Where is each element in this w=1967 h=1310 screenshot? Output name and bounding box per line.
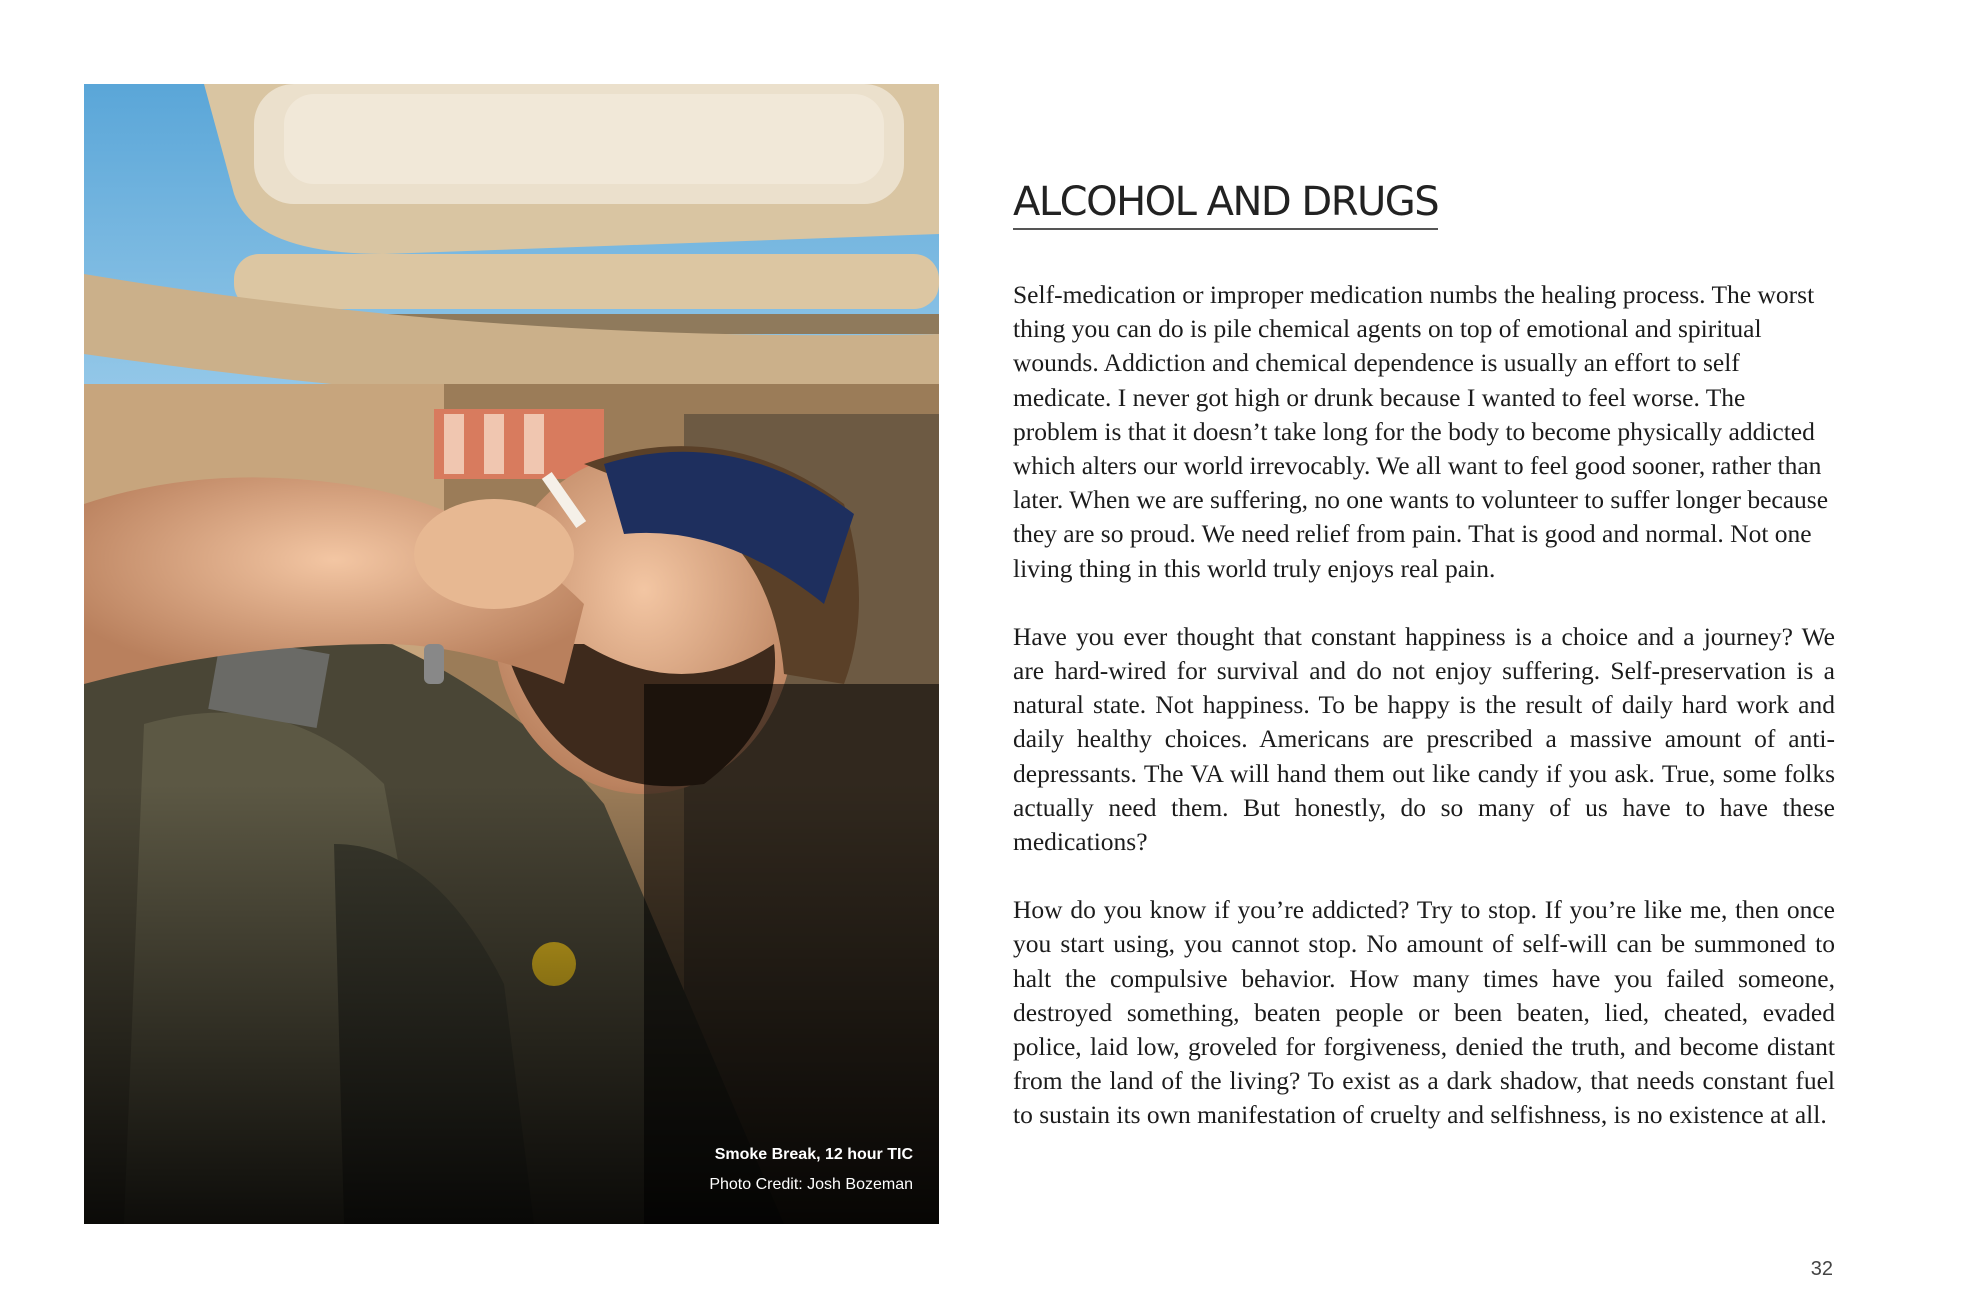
paragraph-1: Self-medication or improper medication numbs the healing process. The worst thing you can do is pile chemical agents on top of emotional and spiritual wounds. Addiction and chemical dependence is usually an effort to self medicate. I never got high or drunk because I wanted to feel worse. The problem is that it doesn’t take long for the body to become physically addicted which alters our world irrevocably. We all want to feel good sooner, rather than later. When we are suffering, no one wants to volunteer to suffer longer because they are so proud. We need relief from pain. That is good and normal. Not one living thing in this world truly enjoys real pain. [1013,280,1829,583]
article-heading: ALCOHOL AND DRUGS [1013,176,1438,230]
page-number: 32 [1810,1258,1833,1280]
photo-caption [709,1140,913,1200]
article-photo [84,84,939,1224]
paragraph-3: How do you know if you’re addicted? Try to stop. If you’re like me, then once you start using, you cannot stop. No amount of self-will can be summoned to halt the compulsive behavior. How many times have you failed someone, destroyed something, beaten people or been beaten, lied, cheated, evaded police, laid low, groveled for forgiveness, denied the truth, and become distant from the land of the living? To exist as a dark shadow, that needs constant fuel to sustain its own manifestation of cruelty and selfishness, is no existence at all. [1013,895,1835,1130]
article-body [1013,278,1835,1167]
caption-title: Smoke Break, 12 hour TIC [714,1146,913,1163]
soldier-smoking-photo [84,84,939,1224]
paragraph-2: Have you ever thought that constant happiness is a choice and a journey? We are hard-wired for survival and do not enjoy suffering. Self-preservation is a natural state. Not happiness. To be happy is the result of daily hard work and daily healthy choices. Americans are prescribed a massive amount of anti-depressants. The VA will hand them out like candy if you ask. True, some folks actually need them. But honestly, do so many of us have to have these medications? [1013,621,1835,857]
caption-credit: Photo Credit: Josh Bozeman [709,1176,913,1193]
